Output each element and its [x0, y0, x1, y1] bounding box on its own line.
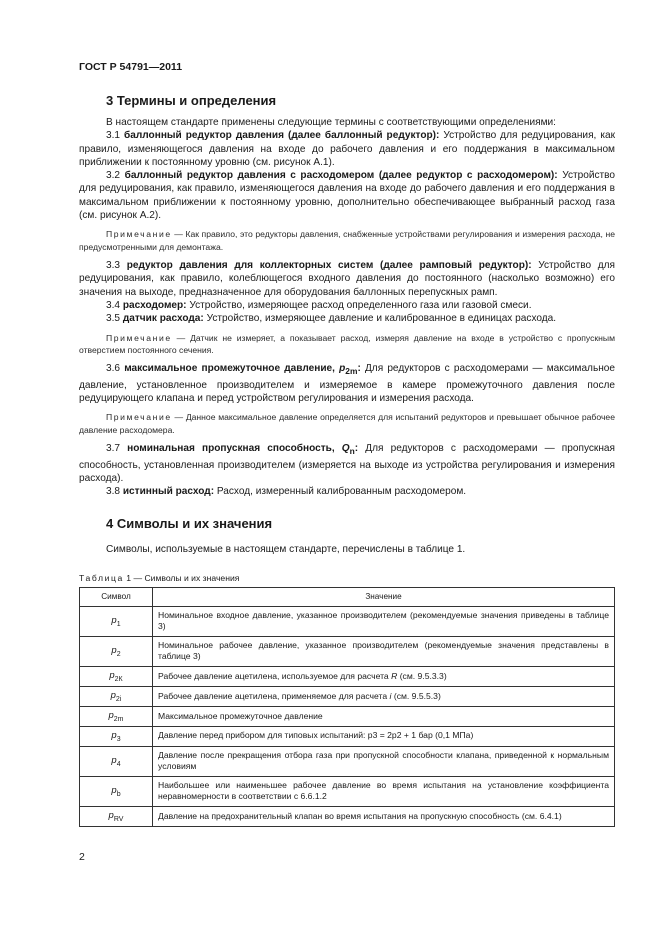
meaning-cell: Наибольшее или наименьшее рабочее давление во время испытания на установление коэффициента неравномерности в соответствии с 6.6.1.2	[153, 776, 615, 806]
section-4-intro: Символы, используемые в настоящем стандарте, перечислены в таблице 1.	[106, 544, 466, 556]
meaning-cell: Давление на предохранительный клапан во время испытания на пропускную способность (см. 6.4.1)	[153, 807, 615, 827]
term-3-5: 3.5 датчик расхода: Устройство, измеряющее давление и калиброванное в единицах расхода.	[106, 313, 557, 325]
term-3-3: 3.3 редуктор давления для коллекторных систем (далее рамповый редуктор): Устройство для редуцирования, как правило, колеблющегося входного давления до постоянного (насколько возможно) его значения на выходе, предназначенное для оборудования баллонных перепускных рамп.	[79, 260, 615, 298]
term-3-2-name: баллонный редуктор давления с расходомером (далее редуктор с расходомером):	[124, 170, 558, 182]
term-3-1-name: баллонный редуктор давления (далее баллонный редуктор):	[124, 130, 440, 142]
term-3-4-definition: Устройство, измеряющее расход определенного газа или газовой смеси.	[186, 300, 532, 312]
term-3-7-name: номинальная пропускная способность, $Q_n$:	[127, 443, 359, 457]
document-header: ГОСТ Р 54791—2011	[79, 61, 183, 73]
section-3-title: 3 Термины и определения	[106, 93, 277, 108]
table-row	[80, 667, 615, 687]
column-header-symbol: Символ	[80, 587, 153, 606]
note-label: Примечание	[106, 229, 172, 240]
term-3-6-definition: Для редукторов с расходомерами — максимальное давление, установленное производителем и измеряемое в камере промежуточного давления после редуцирующего клапана и перед устройством регулирования и измерения расхода.	[79, 363, 616, 405]
symbol-cell: $p_{RV}$	[80, 807, 153, 827]
term-3-8: 3.8 истинный расход: Расход, измеренный калиброванным расходомером.	[106, 486, 467, 498]
term-3-1-definition: Устройство для редуцирования, как правило, изменяющегося давления на входе до рабочего давления и его поддержания в максимальном приближении к постоянному уровню (см. рисунок А.1).	[79, 130, 615, 168]
term-3-6-name: максимальное промежуточное давление, $p_{2m}$:	[124, 363, 361, 377]
table-row	[80, 807, 615, 827]
term-3-3-definition: Устройство для редуцирования, как правило, колеблющегося входного давления до постоянного (насколько возможно) его значения на выходе, предназначенное для оборудования баллонных перепускных рамп.	[79, 260, 615, 298]
symbol-cell: $p_2$	[80, 636, 153, 666]
term-3-5-definition: Устройство, измеряющее давление и калиброванное в единицах расхода.	[203, 313, 557, 325]
table-row	[80, 746, 615, 776]
section-4-title: 4 Символы и их значения	[106, 516, 273, 532]
section-3-intro: В настоящем стандарте применены следующие термины с соответствующими определениями:	[106, 117, 556, 128]
meaning-cell: Номинальное рабочее давление, указанное производителем (рекомендуемые значения представлены в таблице 3)	[153, 636, 615, 666]
table-row	[80, 776, 615, 806]
term-3-7: 3.7 номинальная пропускная способность, $Q_n$: Для редукторов с расходомерами — пропускная способность, установленная производителем (измеряется на выходе из устройства регулирования и измерения расхода).	[79, 443, 615, 484]
table-row	[80, 606, 615, 636]
term-3-8-name: истинный расход:	[122, 486, 215, 498]
table-row	[80, 636, 615, 666]
symbol-cell: $p_b$	[80, 776, 153, 806]
note-1: Примечание — Как правило, это редукторы давления, снабженные устройствами регулирования и измерения расхода, не предусмотренными для демонтажа.	[79, 229, 615, 252]
table-row	[80, 686, 615, 706]
page-content	[79, 93, 615, 827]
page-number: 2	[79, 851, 85, 863]
term-3-3-name: редуктор давления для коллекторных систем (далее рамповый редуктор):	[126, 260, 532, 272]
term-3-6: 3.6 максимальное промежуточное давление, $p_{2m}$: Для редукторов с расходомерами — максимальное давление, установленное производителем и измеряемое в камере промежуточного давления после редуцирующего клапана и перед устройством регулирования и измерения расхода.	[79, 363, 616, 405]
table-caption: Таблица 1 — Символы и их значения	[79, 572, 240, 583]
symbol-cell: $p_1$	[80, 606, 153, 636]
symbol-cell: $p_4$	[80, 746, 153, 776]
term-3-1: 3.1 баллонный редуктор давления (далее баллонный редуктор): Устройство для редуцирования, как правило, изменяющегося давления на входе до рабочего давления и его поддержания в максимальном приближении к постоянному уровню (см. рисунок А.1).	[79, 130, 615, 168]
note-label: Примечание	[106, 412, 172, 423]
symbol-cell: $p_{2i}$	[80, 686, 153, 706]
meaning-cell: Рабочее давление ацетилена, используемое для расчета R (см. 9.5.3.3)	[153, 667, 615, 687]
term-3-4: 3.4 расходомер: Устройство, измеряющее расход определенного газа или газовой смеси.	[106, 300, 532, 312]
note-label: Примечание	[106, 332, 172, 343]
term-3-4-name: расходомер:	[122, 300, 187, 312]
meaning-cell: Давление перед прибором для типовых испытаний: р3 = 2р2 + 1 бар (0,1 МПа)	[153, 726, 615, 746]
table-row	[80, 706, 615, 726]
meaning-cell: Давление после прекращения отбора газа при пропускной способности клапана, приведенной к нормальным условиям	[153, 746, 615, 776]
term-3-5-name: датчик расхода:	[122, 313, 204, 325]
term-3-2-definition: Устройство для редуцирования, как правило, изменяющегося давления на входе до рабочего давления и его поддержания в максимальном приближении к постоянному уровню, дополнительно обеспечивающее выбранный расход газа (см. рисунок А.2).	[79, 170, 616, 222]
term-3-2: 3.2 баллонный редуктор давления с расходомером (далее редуктор с расходомером): Устройство для редуцирования, как правило, изменяющегося давления на входе до рабочего давления и его поддержания в максимальном приближении к постоянному уровню, дополнительно обеспечивающее выбранный расход газа (см. рисунок А.2).	[79, 170, 616, 222]
note-2: Примечание — Датчик не измеряет, а показывает расход, измеряя давление на входе в устройство с пропускным отверстием постоянного сечения.	[79, 332, 615, 356]
symbol-cell: $p_3$	[80, 726, 153, 746]
note-3: Примечание — Данное максимальное давление определяется для испытаний редукторов и превышает обычное рабочее давление расходомера.	[79, 412, 615, 435]
term-3-8-definition: Расход, измеренный калиброванным расходомером.	[214, 486, 467, 498]
symbols-table	[79, 587, 615, 827]
meaning-cell: Номинальное входное давление, указанное производителем (рекомендуемые значения приведены в таблице 3)	[153, 606, 615, 636]
symbol-cell: $p_{2К}$	[80, 667, 153, 687]
meaning-cell: Рабочее давление ацетилена, применяемое для расчета i (см. 9.5.5.3)	[153, 686, 615, 706]
table-row	[80, 726, 615, 746]
term-3-7-definition: Для редукторов с расходомерами — пропускная способность, установленная производителем (измеряется на выходе из устройства регулирования и измерения расхода).	[79, 443, 615, 484]
meaning-cell: Максимальное промежуточное давление	[153, 706, 615, 726]
symbol-cell: $p_{2m}$	[80, 706, 153, 726]
column-header-meaning: Значение	[153, 587, 615, 606]
table-header-row	[80, 587, 615, 606]
